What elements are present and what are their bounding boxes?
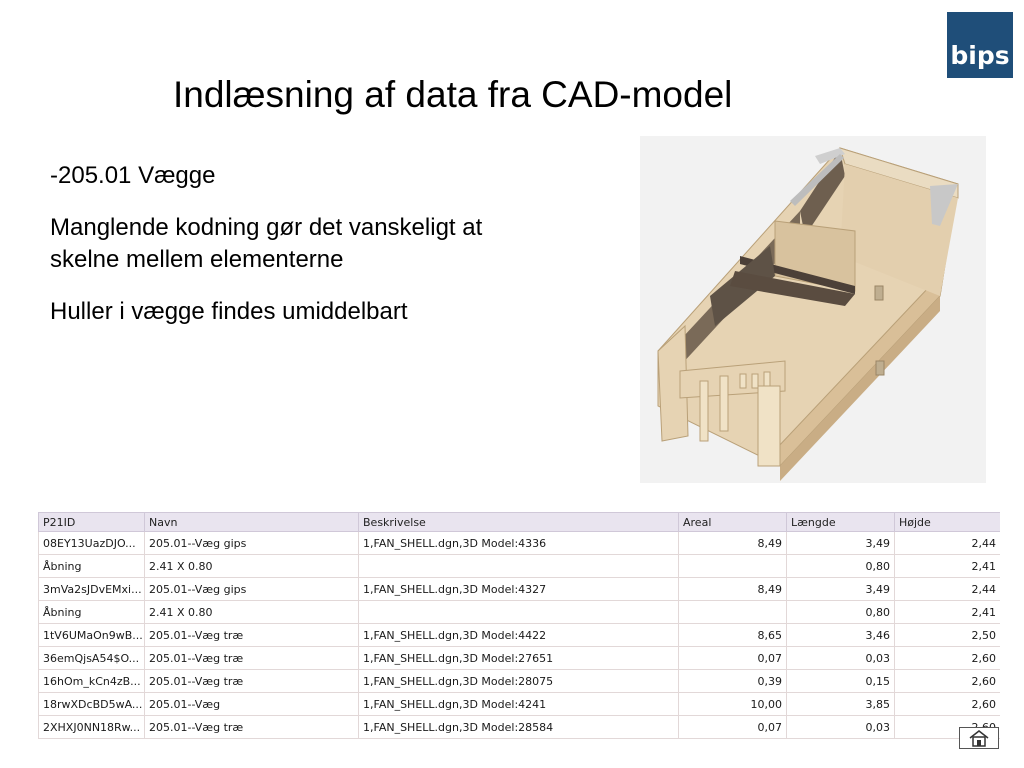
- cell-laengde: 0,03: [787, 716, 895, 739]
- cell-p21id: 36emQjsA54$O...: [39, 647, 145, 670]
- bullet-list: [50, 160, 610, 348]
- cell-laengde: 0,80: [787, 555, 895, 578]
- home-button[interactable]: [959, 727, 999, 749]
- cell-navn: 205.01--Væg træ: [145, 624, 359, 647]
- cell-navn: 2.41 X 0.80: [145, 555, 359, 578]
- table-row[interactable]: [39, 555, 1001, 578]
- home-icon: [968, 729, 990, 747]
- cell-laengde: 3,46: [787, 624, 895, 647]
- cell-hojde: 2,50: [895, 624, 1001, 647]
- table-header-row: [39, 513, 1001, 532]
- cell-laengde: 0,80: [787, 601, 895, 624]
- cell-navn: 205.01--Væg: [145, 693, 359, 716]
- cell-laengde: 3,49: [787, 578, 895, 601]
- elements-table: [38, 512, 1000, 744]
- cell-beskrivelse: 1,FAN_SHELL.dgn,3D Model:4241: [359, 693, 679, 716]
- table-row[interactable]: [39, 693, 1001, 716]
- cell-beskrivelse: 1,FAN_SHELL.dgn,3D Model:4336: [359, 532, 679, 555]
- logo-text: bips: [950, 41, 1010, 70]
- cell-areal: 8,65: [679, 624, 787, 647]
- cell-navn: 205.01--Væg gips: [145, 578, 359, 601]
- cell-navn: 205.01--Væg træ: [145, 647, 359, 670]
- cell-beskrivelse: 1,FAN_SHELL.dgn,3D Model:28584: [359, 716, 679, 739]
- cell-hojde: 2,44: [895, 532, 1001, 555]
- column-header-navn[interactable]: Navn: [145, 513, 359, 532]
- cad-model-image: [640, 136, 986, 483]
- cad-3d-wall-model-icon: [640, 136, 986, 483]
- cell-laengde: 3,85: [787, 693, 895, 716]
- table-row[interactable]: [39, 670, 1001, 693]
- bullet-item: Manglende kodning gør det vanskeligt at skelne mellem elementerne: [50, 214, 483, 273]
- cell-areal: 8,49: [679, 578, 787, 601]
- table-row[interactable]: [39, 578, 1001, 601]
- slide-title: Indlæsning af data fra CAD-model: [173, 74, 733, 115]
- cell-areal: 0,39: [679, 670, 787, 693]
- cell-navn: 205.01--Væg gips: [145, 532, 359, 555]
- cell-navn: 205.01--Væg træ: [145, 716, 359, 739]
- cell-p21id: 1tV6UMaOn9wB...: [39, 624, 145, 647]
- cell-hojde: 2,44: [895, 578, 1001, 601]
- cell-hojde: 2,41: [895, 601, 1001, 624]
- bullet-item: -205.01 Vægge: [50, 162, 216, 189]
- column-header-beskrivelse[interactable]: Beskrivelse: [359, 513, 679, 532]
- cell-laengde: 3,49: [787, 532, 895, 555]
- table-row[interactable]: [39, 624, 1001, 647]
- bullet-item: Huller i vægge findes umiddelbart: [50, 298, 408, 325]
- cell-p21id: 2XHXJ0NN18Rw...: [39, 716, 145, 739]
- cell-laengde: 0,03: [787, 647, 895, 670]
- cell-hojde: 2,41: [895, 555, 1001, 578]
- table-row[interactable]: [39, 532, 1001, 555]
- cell-hojde: 2,60: [895, 647, 1001, 670]
- column-header-p21id[interactable]: P21ID: [39, 513, 145, 532]
- cell-p21id: 08EY13UazDJO...: [39, 532, 145, 555]
- cell-beskrivelse: 1,FAN_SHELL.dgn,3D Model:28075: [359, 670, 679, 693]
- cell-beskrivelse: 1,FAN_SHELL.dgn,3D Model:27651: [359, 647, 679, 670]
- cell-laengde: 0,15: [787, 670, 895, 693]
- cell-areal: 0,07: [679, 716, 787, 739]
- cell-p21id: 18rwXDcBD5wA...: [39, 693, 145, 716]
- cell-beskrivelse: [359, 555, 679, 578]
- table-row[interactable]: [39, 647, 1001, 670]
- cell-p21id: 3mVa2sJDvEMxi...: [39, 578, 145, 601]
- cell-areal: [679, 555, 787, 578]
- table-row[interactable]: [39, 716, 1001, 739]
- column-header-hojde[interactable]: Højde: [895, 513, 1001, 532]
- cell-areal: 0,07: [679, 647, 787, 670]
- cell-areal: 8,49: [679, 532, 787, 555]
- column-header-areal[interactable]: Areal: [679, 513, 787, 532]
- cell-p21id: Åbning: [39, 555, 145, 578]
- cell-navn: 2.41 X 0.80: [145, 601, 359, 624]
- cell-areal: [679, 601, 787, 624]
- cell-navn: 205.01--Væg træ: [145, 670, 359, 693]
- cell-hojde: 2,60: [895, 670, 1001, 693]
- cell-beskrivelse: 1,FAN_SHELL.dgn,3D Model:4422: [359, 624, 679, 647]
- cell-beskrivelse: 1,FAN_SHELL.dgn,3D Model:4327: [359, 578, 679, 601]
- table-row[interactable]: [39, 601, 1001, 624]
- column-header-laengde[interactable]: Længde: [787, 513, 895, 532]
- cell-beskrivelse: [359, 601, 679, 624]
- cell-p21id: Åbning: [39, 601, 145, 624]
- cell-hojde: 2,60: [895, 693, 1001, 716]
- cell-areal: 10,00: [679, 693, 787, 716]
- cell-p21id: 16hOm_kCn4zB...: [39, 670, 145, 693]
- bips-logo: [947, 12, 1013, 78]
